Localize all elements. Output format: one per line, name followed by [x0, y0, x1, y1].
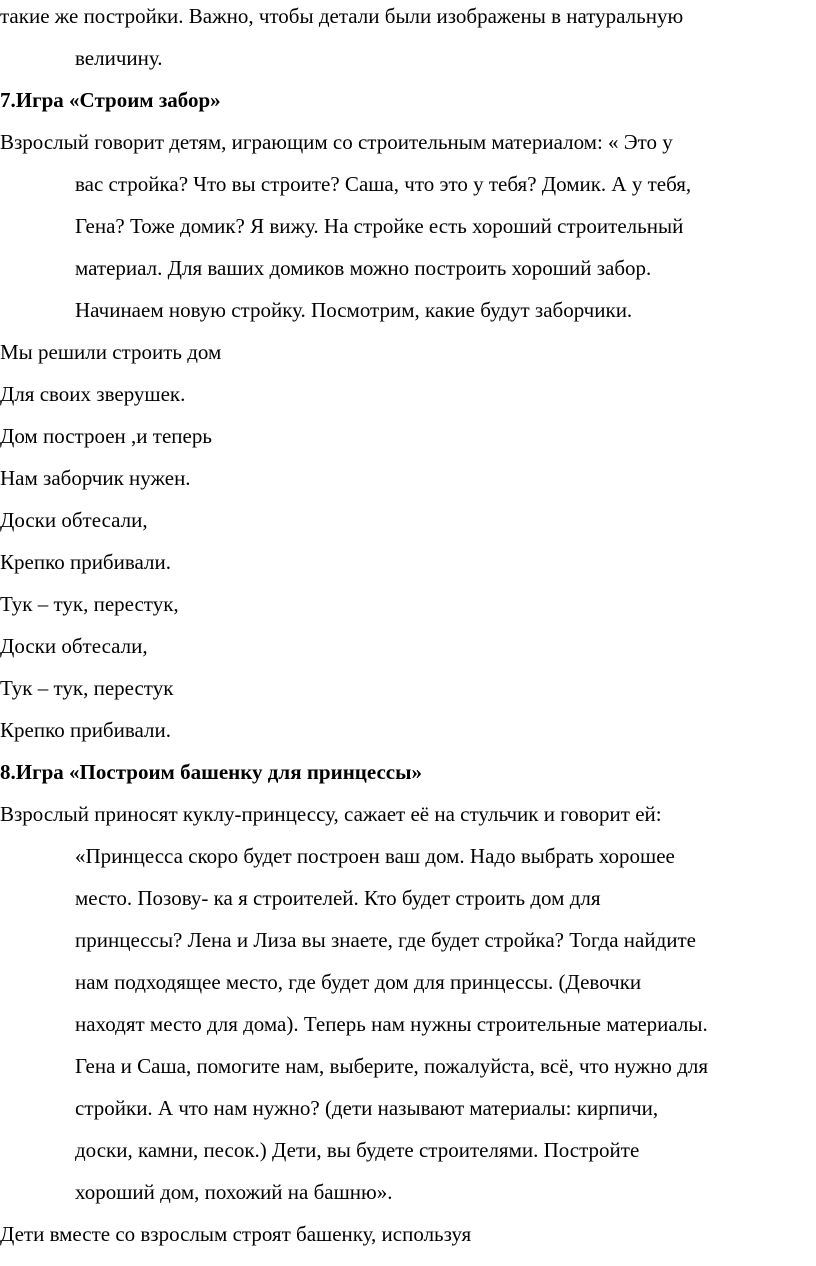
text-line: величину. — [75, 46, 163, 70]
text-line: Начинаем новую стройку. Посмотрим, какие будут заборчики. — [75, 298, 633, 322]
text-line: находят место для дома). Теперь нам нужны строительные материалы. — [75, 1012, 708, 1036]
poem-line: Доски обтесали, — [0, 634, 148, 658]
poem-line: Нам заборчик нужен. — [0, 466, 191, 490]
text-line: место. Позову- ка я строителей. Кто будет строить дом для — [75, 886, 601, 910]
section-heading-8: 8.Игра «Построим башенку для принцессы» — [0, 760, 423, 784]
text-line: материал. Для ваших домиков можно построить хороший забор. — [75, 256, 652, 280]
text-line: Взрослый говорит детям, играющим со строительным материалом: « Это у — [0, 130, 673, 154]
text-line: Гена и Саша, помогите нам, выберите, пожалуйста, всё, что нужно для — [75, 1054, 708, 1078]
poem-line: Дом построен ,и теперь — [0, 424, 212, 448]
poem-line: Крепко прибивали. — [0, 550, 171, 574]
text-line: Дети вместе со взрослым строят башенку, используя — [0, 1222, 472, 1246]
poem-line: Доски обтесали, — [0, 508, 148, 532]
text-line: хороший дом, похожий на башню». — [75, 1180, 393, 1204]
poem-line: Мы решили строить дом — [0, 340, 222, 364]
text-line: Гена? Тоже домик? Я вижу. На стройке есть хороший строительный — [75, 214, 684, 238]
section-heading-7: 7.Игра «Строим забор» — [0, 88, 221, 112]
text-line: нам подходящее место, где будет дом для принцессы. (Девочки — [75, 970, 642, 994]
text-line: «Принцесса скоро будет построен ваш дом. Надо выбрать хорошее — [75, 844, 675, 868]
text-line: стройки. А что нам нужно? (дети называют материалы: кирпичи, — [75, 1096, 659, 1120]
poem-line: Тук – тук, перестук, — [0, 592, 179, 616]
poem-line: Крепко прибивали. — [0, 718, 171, 742]
text-line: вас стройка? Что вы строите? Саша, что это у тебя? Домик. А у тебя, — [75, 172, 692, 196]
text-line: доски, камни, песок.) Дети, вы будете строителями. Постройте — [75, 1138, 640, 1162]
text-line: Взрослый приносят куклу-принцессу, сажает её на стульчик и говорит ей: — [0, 802, 662, 826]
poem-line: Для своих зверушек. — [0, 382, 186, 406]
text-line: такие же постройки. Важно, чтобы детали были изображены в натуральную — [0, 4, 684, 28]
poem-line: Тук – тук, перестук — [0, 676, 174, 700]
text-line: принцессы? Лена и Лиза вы знаете, где будет стройка? Тогда найдите — [75, 928, 697, 952]
